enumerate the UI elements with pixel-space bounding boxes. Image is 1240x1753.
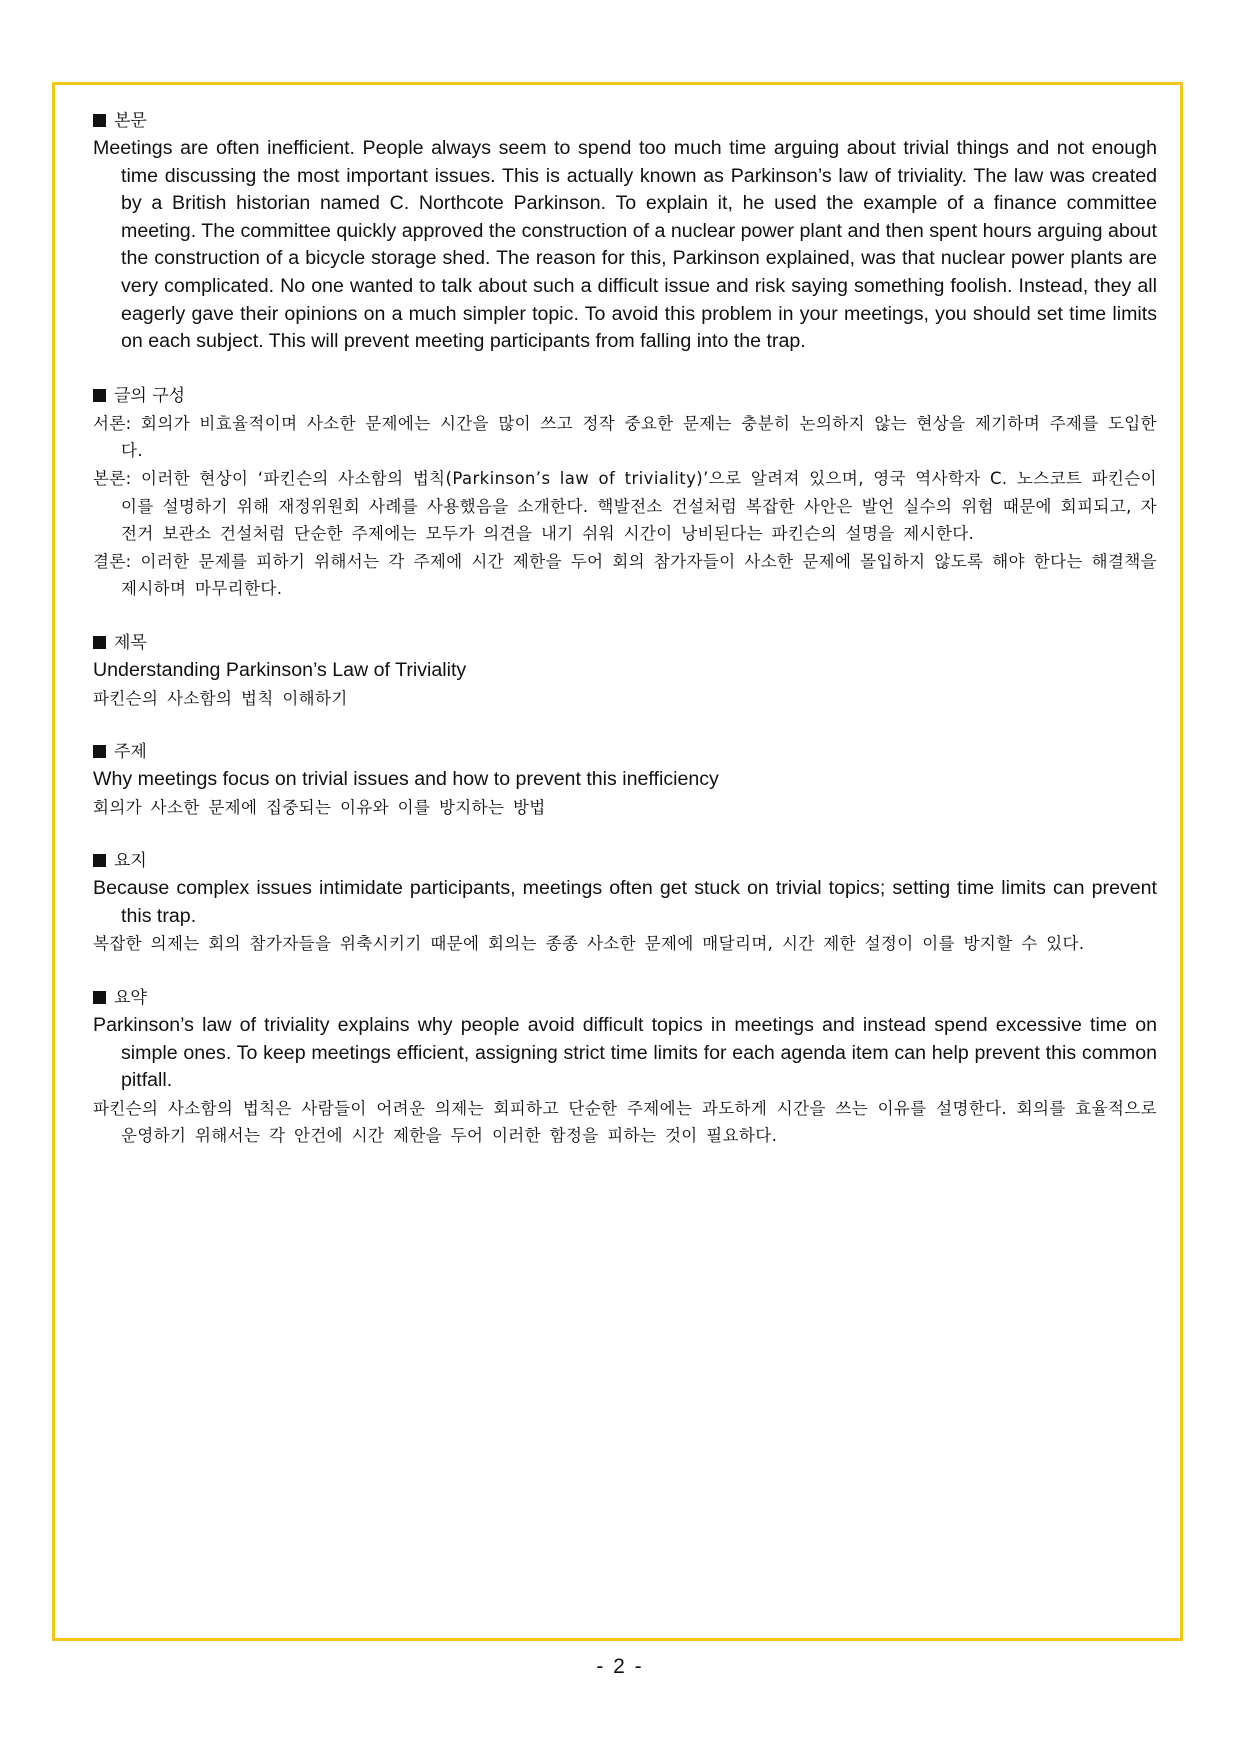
section-theme <box>93 739 1157 821</box>
title-english: Understanding Parkinson’s Law of Triviality <box>93 658 467 681</box>
section-heading <box>93 985 1157 1012</box>
section-heading <box>93 383 1157 410</box>
section-heading-label: 본문 <box>114 111 147 131</box>
section-heading <box>93 848 1157 875</box>
title-korean: 파킨슨의 사소함의 법칙 이해하기 <box>93 688 348 708</box>
page-content <box>93 108 1157 1177</box>
bullet-square-icon <box>93 854 106 867</box>
structure-conclusion: 결론: 이러한 문제를 피하기 위해서는 각 주제에 시간 제한을 두어 회의 참가자들이 사소한 문제에 몰입하지 않도록 해야 한다는 해결책을 제시하며 마무리한다. <box>93 551 1157 599</box>
section-heading <box>93 108 1157 135</box>
structure-intro: 서론: 회의가 비효율적이며 사소한 문제에는 시간을 많이 쓰고 정작 중요한 문제는 충분히 논의하지 않는 현상을 제기하며 주제를 도입한다. <box>93 413 1157 461</box>
bullet-square-icon <box>93 114 106 127</box>
section-body <box>93 108 1157 356</box>
body-paragraph: Meetings are often inefficient. People always seem to spend too much time arguing about trivial things and not enough time discussing the most important issues. This is actually known as Parkinson’s law of triviality. The law was created by a British historian named C. Northcote Parkinson. To explain it, he used the example of a finance committee meeting. The committee quickly approved the construction of a nuclear power plant and then spent hours arguing about the construction of a bicycle storage shed. The reason for this, Parkinson explained, was that nuclear power plants are very complicated. No one wanted to talk about such a difficult issue and risk saying something foolish. Instead, they all eagerly gave their opinions on a much simpler topic. To avoid this problem in your meetings, you should set time limits on each subject. This will prevent meeting participants from falling into the trap. <box>93 137 1157 353</box>
summary-korean: 파킨슨의 사소함의 법칙은 사람들이 어려운 의제는 회피하고 단순한 주제에는 과도하게 시간을 쓰는 이유를 설명한다. 회의를 효율적으로 운영하기 위해서는 각 안건에 시간 제한을 두어 이러한 함정을 피하는 것이 필요하다. <box>93 1098 1157 1146</box>
gist-english: Because complex issues intimidate participants, meetings often get stuck on trivial topics; setting time limits can prevent this trap. <box>93 877 1157 927</box>
bullet-square-icon <box>93 745 106 758</box>
gist-korean: 복잡한 의제는 회의 참가자들을 위축시키기 때문에 회의는 종종 사소한 문제에 매달리며, 시간 제한 설정이 이를 방지할 수 있다. <box>93 934 1085 954</box>
theme-korean: 회의가 사소한 문제에 집중되는 이유와 이를 방지하는 방법 <box>93 797 546 817</box>
bullet-square-icon <box>93 636 106 649</box>
summary-english: Parkinson’s law of triviality explains why people avoid difficult topics in meetings and instead spend excessive time on simple ones. To keep meetings efficient, assigning strict time limits for each agenda item can help prevent this common pitfall. <box>93 1014 1157 1092</box>
bullet-square-icon <box>93 389 106 402</box>
section-heading-label: 요지 <box>114 851 147 872</box>
section-structure <box>93 383 1157 603</box>
section-heading <box>93 739 1157 766</box>
bullet-square-icon <box>93 991 106 1004</box>
section-heading-label: 요약 <box>114 988 147 1009</box>
section-summary <box>93 985 1157 1150</box>
section-title <box>93 630 1157 712</box>
section-heading-label: 글의 구성 <box>114 385 186 406</box>
section-gist <box>93 848 1157 958</box>
section-heading-label: 제목 <box>114 632 147 653</box>
theme-english: Why meetings focus on trivial issues and how to prevent this inefficiency <box>93 768 719 791</box>
structure-main: 본론: 이러한 현상이 ‘파킨슨의 사소함의 법칙(Parkinson’s law of triviality)’으로 알려져 있으며, 영국 역사학자 C. 노스코트 파킨슨이 이를 설명하기 위해 재정위원회 사례를 사용했음을 소개한다. 핵발전소 건설처럼 복잡한 사안은 발언 실수의 위험 때문에 회피되고, 자전거 보관소 건설처럼 단순한 주제에는 모두가 의견을 내기 쉬워 시간이 낭비된다는 파킨슨의 설명을 제시한다. <box>93 468 1157 544</box>
section-heading-label: 주제 <box>114 742 147 763</box>
section-heading <box>93 630 1157 657</box>
page-number: - 2 - <box>596 1655 644 1678</box>
